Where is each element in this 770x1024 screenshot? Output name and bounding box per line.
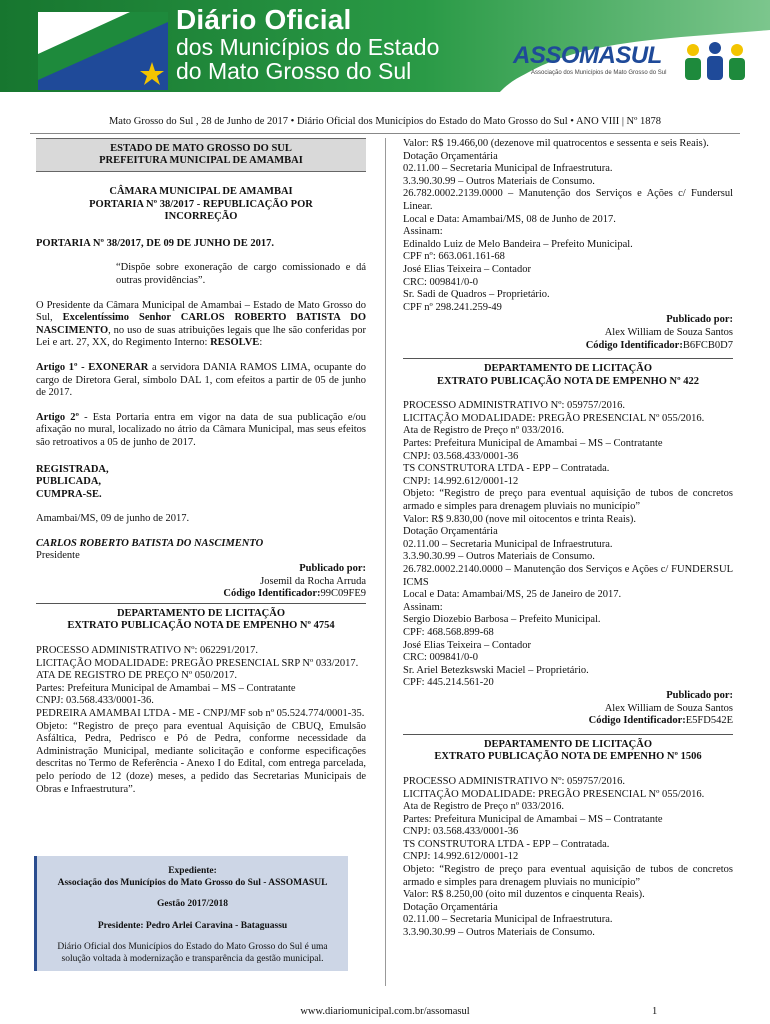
extract-line: José Elias Teixeira – Contador (403, 263, 531, 275)
extract-line: 02.11.00 – Secretaria Municipal de Infraestrutura. (403, 914, 613, 926)
banner-title (176, 6, 439, 83)
signer-role: Presidente (36, 550, 80, 562)
portaria-title-cont: INCORREÇÃO (164, 211, 238, 223)
header-banner (0, 0, 770, 107)
identifier-value: 99C09FE9 (320, 588, 366, 600)
expediente-description: Diário Oficial dos Municípios do Estado do Mato Grosso do Sul é uma solução voltada à modernização e transparência da gestão municipal. (57, 942, 328, 964)
identifier-code (403, 715, 733, 728)
section-title: DEPARTAMENTO DE LICITAÇÃO (116, 607, 286, 619)
date-line: Amambai/MS, 09 de junho de 2017. (36, 513, 190, 525)
assomasul-logo (513, 42, 751, 86)
extract-line: TS CONSTRUTORA LTDA - EPP – Contratada. (403, 463, 610, 475)
extract-continued-body (403, 138, 733, 314)
expediente-president: Presidente: Pedro Arlei Caravina - Bataguassu (97, 920, 288, 931)
extract-line: Sr. Ariel Betezkswski Maciel – Proprietário. (403, 664, 589, 676)
extract-line: PROCESSO ADMINISTRATIVO Nº: 059757/2016. (403, 775, 626, 787)
extract-line: CNPJ: 14.992.612/0001-12 (403, 475, 519, 487)
extract-line: Edinaldo Luiz de Melo Bandeira – Prefeito Municipal. (403, 238, 633, 250)
identifier-label: Código Identificador: (588, 715, 686, 727)
extract-line: Objeto: “Registro de preço para eventual Aquisição de CBUQ, Emulsão Asfáltica, Pedra, Pedrisco e Pó de Pedra, conforme necessidade da Administração Municipal, mediante solicitação e conforme especificações descritas no Termo de Referência - Anexo I do Edital, com entrega parcelada, pelo período de 12 (doze) meses, a pedido das Secretarias Municipais de Obras e Infraestrutura”. (36, 720, 366, 795)
published-by-label: Publicado por: (299, 563, 366, 575)
published-by-name: Alex William de Souza Santos (604, 326, 733, 338)
extract-line: Sergio Diozebio Barbosa – Prefeito Municipal. (403, 614, 601, 626)
extract-line: Ata de Registro de Preço nº 033/2016. (403, 425, 565, 437)
camara-title: CÂMARA MUNICIPAL DE AMAMBAI (109, 186, 293, 197)
box-line2: PREFEITURA MUNICIPAL DE AMAMBAI (99, 155, 303, 166)
registrada: REGISTRADA, (36, 463, 109, 475)
header-divider (30, 133, 740, 134)
extract-line: Ata de Registro de Preço nº 033/2016. (403, 801, 565, 813)
extract-line: LICITAÇÃO MODALIDADE: PREGÃO PRESENCIAL SRP Nº 033/2017. (36, 657, 359, 669)
section-subtitle: EXTRATO PUBLICAÇÃO NOTA DE EMPENHO Nº 4754 (67, 620, 335, 632)
extract-line: TS CONSTRUTORA LTDA - EPP – Contratada. (403, 838, 610, 850)
extract-line: PROCESSO ADMINISTRATIVO Nº: 059757/2016. (403, 400, 626, 412)
extract-line: 26.782.0002.2140.0000 – Manutenção dos Serviços e Ações c/ FUNDERSUL ICMS (403, 564, 733, 588)
extract-line: Valor: R$ 8.250,00 (oito mil duzentos e cinquenta Reais). (403, 889, 645, 901)
extract-line: Partes: Prefeitura Municipal de Amambai – MS – Contratante (403, 438, 663, 450)
published-by-label: Publicado por: (666, 314, 733, 326)
extract-line: ATA DE REGISTRO DE PREÇO Nº 050/2017. (36, 670, 238, 682)
portaria-title: PORTARIA Nº 38/2017 - REPUBLICAÇÃO POR (89, 198, 313, 210)
article-2-text: - Esta Portaria entra em vigor na data de sua publicação e/ou afixação no mural, localizado no átrio da Câmara Municipal, mas seus efeitos são retroativos a 05 de junho de 2017. (36, 411, 367, 448)
extract-line: 3.3.90.30.99 – Outros Materiais de Consumo. (403, 927, 595, 939)
extract-line: Assinam: (403, 601, 443, 613)
identifier-value: B6FCB0D7 (682, 339, 733, 351)
people-icon (681, 42, 751, 82)
expediente-term: Gestão 2017/2018 (157, 899, 228, 909)
extract-line: CPF: 445.214.561-20 (403, 677, 494, 689)
right-column (403, 138, 733, 940)
intro-pre: O Presidente da Câmara Municipal de Amambai – Estado de Mato Grosso do Sul, (36, 299, 366, 324)
intro-paragraph: O Presidente da Câmara Municipal de Amambai – Estado de Mato Grosso do Sul, Excelentíssimo Senhor CARLOS ROBERTO BATISTA DO NASCIMENTO, no uso de suas atribuições legais que lhe são conferidas por Lei e art. 27, XX, do Regimento Interno: RESOLVE: (36, 299, 366, 349)
left-column (36, 138, 366, 796)
extract-line: Local e Data: Amambai/MS, 08 de Junho de 2017. (403, 213, 616, 225)
identifier-code (36, 588, 366, 601)
extract-line: 3.3.90.30.99 – Outros Materiais de Consumo. (403, 551, 595, 563)
extract-line: CNPJ: 03.568.433/0001-36 (403, 826, 519, 838)
section-subtitle: EXTRATO PUBLICAÇÃO NOTA DE EMPENHO Nº 422 (437, 375, 699, 387)
extract-line: CRC: 009841/0-0 (403, 652, 478, 664)
identifier-label: Código Identificador: (223, 588, 321, 600)
expediente-box (34, 856, 348, 971)
issue-header: Mato Grosso do Sul , 28 de Junho de 2017 • Diário Oficial dos Municípios do Estado do Mato Grosso do Sul • ANO VIII | Nº 1878 (108, 116, 662, 127)
extract-line: Dotação Orçamentária (403, 526, 498, 538)
extract-line: CNPJ: 03.568.433/0001-36 (403, 450, 519, 462)
banner-title-line3: do Mato Grosso do Sul (176, 58, 412, 84)
extract-1506-body (403, 776, 733, 940)
extract-line: CPF nº: 663.061.161-68 (403, 251, 505, 263)
article-1 (36, 362, 366, 400)
extract-line: 3.3.90.30.99 – Outros Materiais de Consumo. (403, 175, 595, 187)
article-2-bold: Artigo 2º (36, 411, 79, 423)
extract-line: PROCESSO ADMINISTRATIVO Nº: 062291/2017. (36, 645, 259, 657)
ementa: “Dispõe sobre exoneração de cargo comissionado e dá outras providências”. (116, 262, 366, 286)
prefeitura-box (36, 138, 366, 172)
extract-line: 02.11.00 – Secretaria Municipal de Infraestrutura. (403, 538, 613, 550)
intro-bold: Excelentíssimo Senhor CARLOS ROBERTO BATISTA DO NASCIMENTO (36, 312, 366, 336)
logo-subtitle: Associação dos Municípios de Mato Grosso do Sul (531, 70, 667, 76)
extract-line: PEDREIRA AMAMBAI LTDA - ME - CNPJ/MF sob nº 05.524.774/0001-35. (36, 708, 365, 719)
extract-line: CNPJ: 14.992.612/0001-12 (403, 851, 519, 863)
section-title: DEPARTAMENTO DE LICITAÇÃO (483, 738, 653, 750)
publicada: PUBLICADA, (36, 476, 102, 488)
expediente-org: Associação dos Municípios do Mato Grosso do Sul - ASSOMASUL (57, 877, 328, 888)
expediente-title: Expediente: (168, 866, 217, 876)
extract-line: CNPJ: 03.568.433/0001-36. (36, 695, 154, 707)
extract-line: LICITAÇÃO MODALIDADE: PREGÃO PRESENCIAL Nº 055/2016. (403, 412, 705, 424)
extract-line: José Elias Teixeira – Contador (403, 639, 531, 651)
extract-line: Valor: R$ 9.830,00 (nove mil oitocentos e trinta Reais). (403, 513, 636, 525)
resolve-text: RESOLVE (210, 337, 260, 349)
extract-422-body (403, 400, 733, 690)
extract-line: Sr. Sadi de Quadros – Proprietário. (403, 289, 550, 301)
extract-line: 02.11.00 – Secretaria Municipal de Infraestrutura. (403, 163, 613, 175)
footer-url[interactable]: www.diariomunicipal.com.br/assomasul (300, 1006, 470, 1017)
extract-line: Objeto: “Registro de preço para eventual aquisição de tubos de concretos armado e simples para drenagem pluviais no município” (403, 864, 733, 888)
extract-line: Local e Data: Amambai/MS, 25 de Janeiro de 2017. (403, 589, 622, 601)
cumpra-se: CUMPRA-SE. (36, 488, 102, 500)
article-1-bold: Artigo 1º - EXONERAR (36, 361, 149, 373)
page-number: 1 (652, 1006, 658, 1017)
extract-line: Dotação Orçamentária (403, 150, 498, 162)
extract-line: Valor: R$ 19.466,00 (dezenove mil quatrocentos e sessenta e seis Reais). (403, 138, 709, 149)
identifier-label: Código Identificador: (585, 339, 683, 351)
section-subtitle: EXTRATO PUBLICAÇÃO NOTA DE EMPENHO Nº 1506 (434, 751, 702, 763)
extract-line: CPF: 468.568.899-68 (403, 626, 494, 638)
identifier-code (403, 340, 733, 353)
extract-4754-body (36, 645, 366, 796)
extract-line: Partes: Prefeitura Municipal de Amambai – MS – Contratante (36, 682, 296, 694)
extract-line: LICITAÇÃO MODALIDADE: PREGÃO PRESENCIAL Nº 055/2016. (403, 788, 705, 800)
column-divider (385, 138, 386, 986)
published-by-name: Josemil da Rocha Arruda (260, 575, 366, 587)
section-title: DEPARTAMENTO DE LICITAÇÃO (483, 363, 653, 375)
extract-line: Objeto: “Registro de preço para eventual aquisição de tubos de concretos armado e simples para drenagem pluviais no município” (403, 488, 733, 513)
extract-line: Dotação Orçamentária (403, 901, 498, 913)
banner-title-line2: dos Municípios do Estado (176, 34, 440, 60)
published-by-label: Publicado por: (666, 689, 733, 701)
banner-title-line1: Diário Oficial (176, 4, 352, 35)
article-1-text: a servidora DANIA RAMOS LIMA, ocupante do cargo de Diretora Geral, símbolo DAL 1, com efeitos a partir de 05 de junho de 2017. (36, 361, 366, 399)
logo-text: ASSOMASUL (513, 42, 662, 69)
article-2 (36, 412, 366, 450)
intro-post: , no uso de suas atribuições legais que lhe são conferidas por Lei e art. 27, XX, do Regimento Interno: (36, 324, 366, 349)
extract-line: Assinam: (403, 226, 443, 238)
identifier-value: E5FD542E (685, 715, 733, 727)
extract-line: CRC: 009841/0-0 (403, 276, 478, 288)
portaria-heading: PORTARIA Nº 38/2017, DE 09 DE JUNHO DE 2017. (36, 237, 274, 249)
extract-line: Partes: Prefeitura Municipal de Amambai – MS – Contratante (403, 813, 663, 825)
published-by-name: Alex William de Souza Santos (604, 702, 733, 714)
box-line1: ESTADO DE MATO GROSSO DO SUL (110, 143, 292, 154)
extract-line: CPF nº 298.241.259-49 (403, 301, 502, 313)
signer-name: CARLOS ROBERTO BATISTA DO NASCIMENTO (36, 537, 264, 549)
extract-line: 26.782.0002.2139.0000 – Manutenção dos Serviços e Ações c/ Fundersul Linear. (403, 188, 733, 212)
